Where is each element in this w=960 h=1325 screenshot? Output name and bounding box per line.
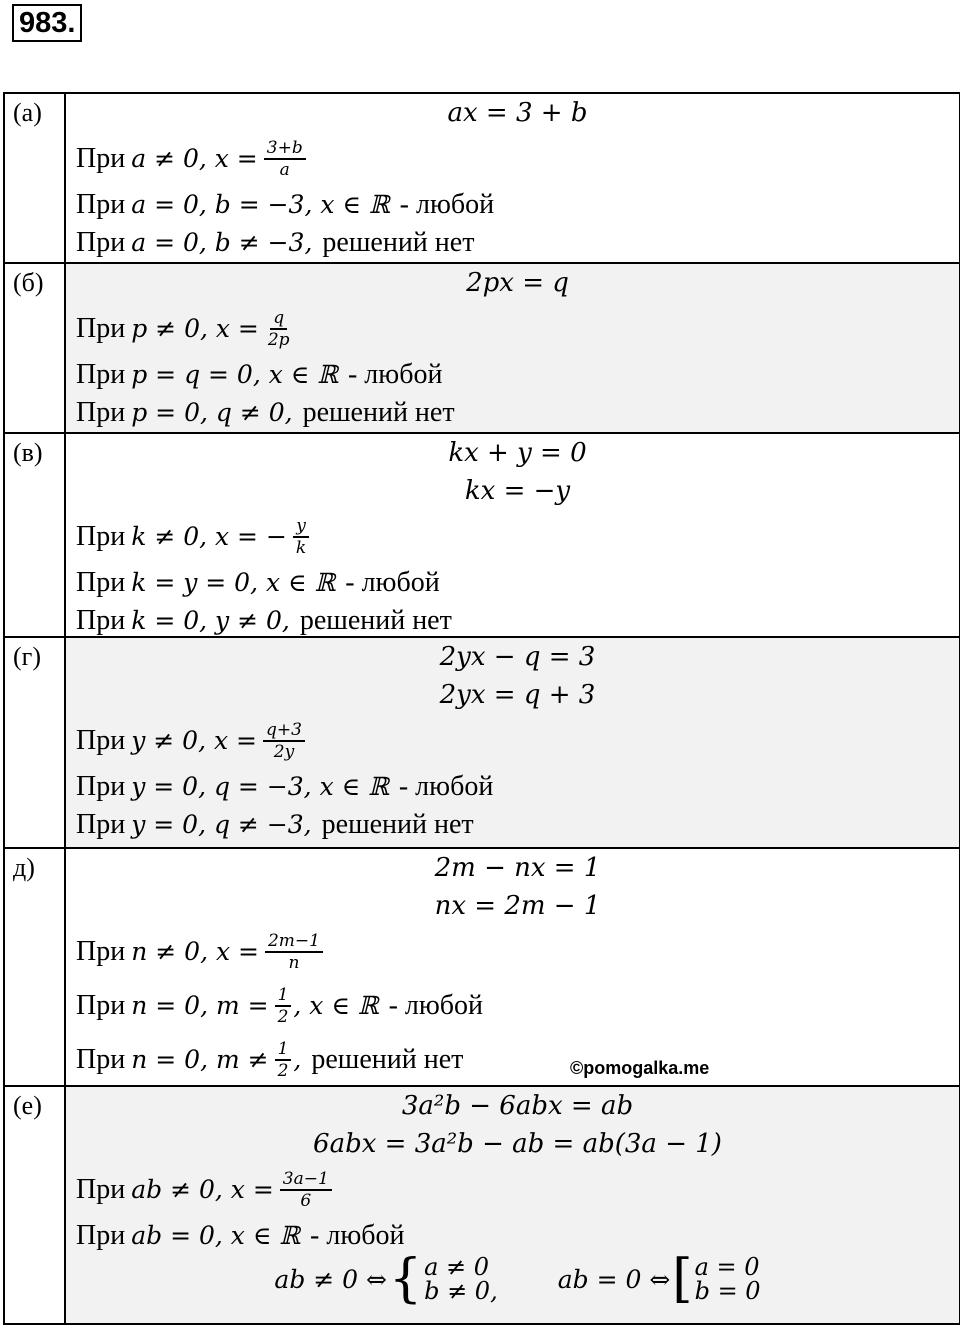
equation-line: 2yx = q + 3 bbox=[439, 680, 596, 710]
case-prefix: При bbox=[76, 397, 126, 428]
fraction-numerator: 1 bbox=[275, 1039, 292, 1061]
row-body bbox=[66, 434, 959, 636]
row-label: (б) bbox=[5, 264, 66, 432]
case-math: ab = 0, x ∈ ℝ bbox=[131, 1221, 301, 1250]
equation-line: kx = −y bbox=[464, 476, 571, 506]
case-prefix: При bbox=[76, 771, 126, 802]
fraction bbox=[275, 1039, 292, 1081]
case-math: p = q = 0, x ∈ ℝ bbox=[131, 360, 338, 389]
fraction-numerator: 2m−1 bbox=[265, 931, 323, 953]
equation-line: 2m − nx = 1 bbox=[434, 853, 601, 883]
row-body bbox=[66, 94, 959, 262]
system-lhs: ab = 0 ⇔ bbox=[557, 1264, 671, 1294]
case-line bbox=[76, 356, 959, 394]
row-label: (е) bbox=[5, 1087, 66, 1323]
fraction-numerator: 3a−1 bbox=[280, 1169, 332, 1191]
case-tail: решений нет bbox=[322, 227, 475, 258]
fraction bbox=[293, 516, 309, 558]
case-math: a = 0, b = −3, x ∈ ℝ bbox=[131, 190, 390, 219]
equation-line: 2yx − q = 3 bbox=[439, 642, 596, 672]
fraction-numerator: q bbox=[270, 308, 287, 330]
case-prefix: При bbox=[76, 1044, 126, 1075]
case-prefix: При bbox=[76, 359, 126, 390]
case-math: p ≠ 0, x = bbox=[131, 314, 259, 343]
case-math: k = y = 0, x ∈ ℝ bbox=[131, 568, 336, 597]
system-lhs: ab ≠ 0 ⇔ bbox=[274, 1264, 387, 1294]
row-label: д) bbox=[5, 849, 66, 1085]
row-body bbox=[66, 638, 959, 847]
case-prefix: При bbox=[76, 189, 126, 220]
fraction bbox=[280, 1169, 332, 1211]
case-prefix: При bbox=[76, 567, 126, 598]
system-top: a ≠ 0 bbox=[424, 1253, 490, 1281]
case-prefix: При bbox=[76, 990, 126, 1021]
case-prefix: При bbox=[76, 936, 126, 967]
case-tail: - любой bbox=[345, 567, 440, 598]
fraction bbox=[275, 985, 292, 1027]
case-line bbox=[76, 925, 959, 979]
case-math: n ≠ 0, x = bbox=[131, 937, 259, 966]
row-body bbox=[66, 264, 959, 432]
equation-line: ax = 3 + b bbox=[447, 98, 588, 128]
case-math: a ≠ 0, x = bbox=[131, 144, 258, 173]
solution-table bbox=[3, 92, 960, 1325]
table-row bbox=[5, 264, 959, 434]
row-label: (в) bbox=[5, 434, 66, 636]
case-line bbox=[76, 1033, 959, 1087]
case-line bbox=[76, 564, 959, 602]
fraction-numerator: q+3 bbox=[263, 720, 305, 742]
fraction bbox=[265, 931, 323, 973]
case-line bbox=[76, 224, 959, 262]
case-tail: решений нет bbox=[299, 605, 452, 636]
table-row bbox=[5, 638, 959, 849]
system-bottom: b ≠ 0, bbox=[424, 1277, 498, 1305]
case-math: ab ≠ 0, x = bbox=[131, 1175, 274, 1204]
case-line bbox=[76, 602, 959, 640]
case-prefix: При bbox=[76, 143, 126, 174]
fraction bbox=[264, 138, 306, 180]
row-label: (a) bbox=[5, 94, 66, 262]
case-line bbox=[76, 510, 959, 564]
case-prefix: При bbox=[76, 227, 126, 258]
fraction-denominator: 2y bbox=[273, 742, 295, 762]
case-tail: - любой bbox=[310, 1220, 405, 1251]
case-math: k ≠ 0, x = − bbox=[131, 522, 287, 551]
case-line bbox=[76, 302, 959, 356]
equation-line: kx + y = 0 bbox=[448, 438, 587, 468]
case-tail: - любой bbox=[398, 771, 494, 802]
case-prefix: При bbox=[76, 725, 126, 756]
case-prefix: При bbox=[76, 313, 126, 344]
table-row bbox=[5, 434, 959, 638]
fraction bbox=[263, 720, 305, 762]
case-tail: - любой bbox=[399, 189, 495, 220]
equation-line: 3a²b − 6abx = ab bbox=[401, 1091, 634, 1121]
curly-brace: { bbox=[388, 1249, 423, 1309]
case-tail: - любой bbox=[347, 359, 443, 390]
case-tail: решений нет bbox=[321, 809, 474, 840]
case-line bbox=[76, 394, 959, 432]
case-line bbox=[76, 806, 959, 844]
system-bottom: b = 0 bbox=[694, 1277, 761, 1305]
right-system bbox=[557, 1249, 761, 1309]
problem-number: 983. bbox=[12, 4, 82, 42]
fraction-denominator: a bbox=[279, 160, 290, 180]
case-prefix: При bbox=[76, 605, 126, 636]
row-body bbox=[66, 849, 959, 1085]
case-math: n = 0, m = bbox=[131, 991, 269, 1020]
fraction-numerator: 3+b bbox=[264, 138, 306, 160]
case-math: y = 0, q = −3, x ∈ ℝ bbox=[131, 772, 389, 801]
equation-line: 6abx = 3a²b − ab = ab(3a − 1) bbox=[313, 1129, 722, 1159]
case-line bbox=[76, 186, 959, 224]
fraction bbox=[265, 308, 293, 350]
case-math: y = 0, q ≠ −3, bbox=[131, 810, 312, 839]
table-row bbox=[5, 1087, 959, 1325]
case-prefix: При bbox=[76, 1220, 126, 1251]
fraction-denominator: 6 bbox=[300, 1191, 312, 1211]
case-line bbox=[76, 714, 959, 768]
fraction-denominator: k bbox=[295, 538, 307, 558]
case-tail: - любой bbox=[388, 990, 484, 1021]
fraction-denominator: 2 bbox=[277, 1061, 289, 1081]
case-tail: решений нет bbox=[302, 397, 455, 428]
case-line bbox=[76, 132, 959, 186]
table-row bbox=[5, 849, 959, 1087]
equivalence-systems bbox=[76, 1249, 959, 1309]
system-stack bbox=[424, 1255, 498, 1303]
system-stack bbox=[695, 1255, 761, 1303]
fraction-numerator: y bbox=[293, 516, 309, 538]
row-label: (г) bbox=[5, 638, 66, 847]
case-math-after: , bbox=[293, 1045, 302, 1074]
equation-line: nx = 2m − 1 bbox=[434, 891, 601, 921]
case-line bbox=[76, 1217, 959, 1255]
case-line bbox=[76, 768, 959, 806]
case-math: k = 0, y ≠ 0, bbox=[131, 606, 290, 635]
fraction-denominator: 2 bbox=[277, 1007, 289, 1027]
case-prefix: При bbox=[76, 521, 126, 552]
case-tail: решений нет bbox=[311, 1044, 464, 1075]
watermark: ©pomogalka.me bbox=[570, 1058, 710, 1078]
fraction-denominator: n bbox=[288, 953, 300, 973]
table-row bbox=[5, 94, 959, 264]
case-prefix: При bbox=[76, 1174, 126, 1205]
case-math: a = 0, b ≠ −3, bbox=[131, 228, 313, 257]
left-system bbox=[274, 1249, 498, 1309]
fraction-denominator: 2p bbox=[267, 330, 290, 350]
system-top: a = 0 bbox=[694, 1253, 760, 1281]
case-line bbox=[76, 979, 959, 1033]
case-line bbox=[76, 1163, 959, 1217]
fraction-numerator: 1 bbox=[275, 985, 292, 1007]
case-prefix: При bbox=[76, 809, 126, 840]
case-math: n = 0, m ≠ bbox=[131, 1045, 269, 1074]
square-bracket: [ bbox=[672, 1249, 693, 1309]
case-math: y ≠ 0, x = bbox=[131, 726, 257, 755]
row-body bbox=[66, 1087, 959, 1323]
case-math: p = 0, q ≠ 0, bbox=[131, 398, 293, 427]
equation-line: 2px = q bbox=[466, 268, 569, 298]
case-math-after: , x ∈ ℝ bbox=[293, 991, 379, 1020]
